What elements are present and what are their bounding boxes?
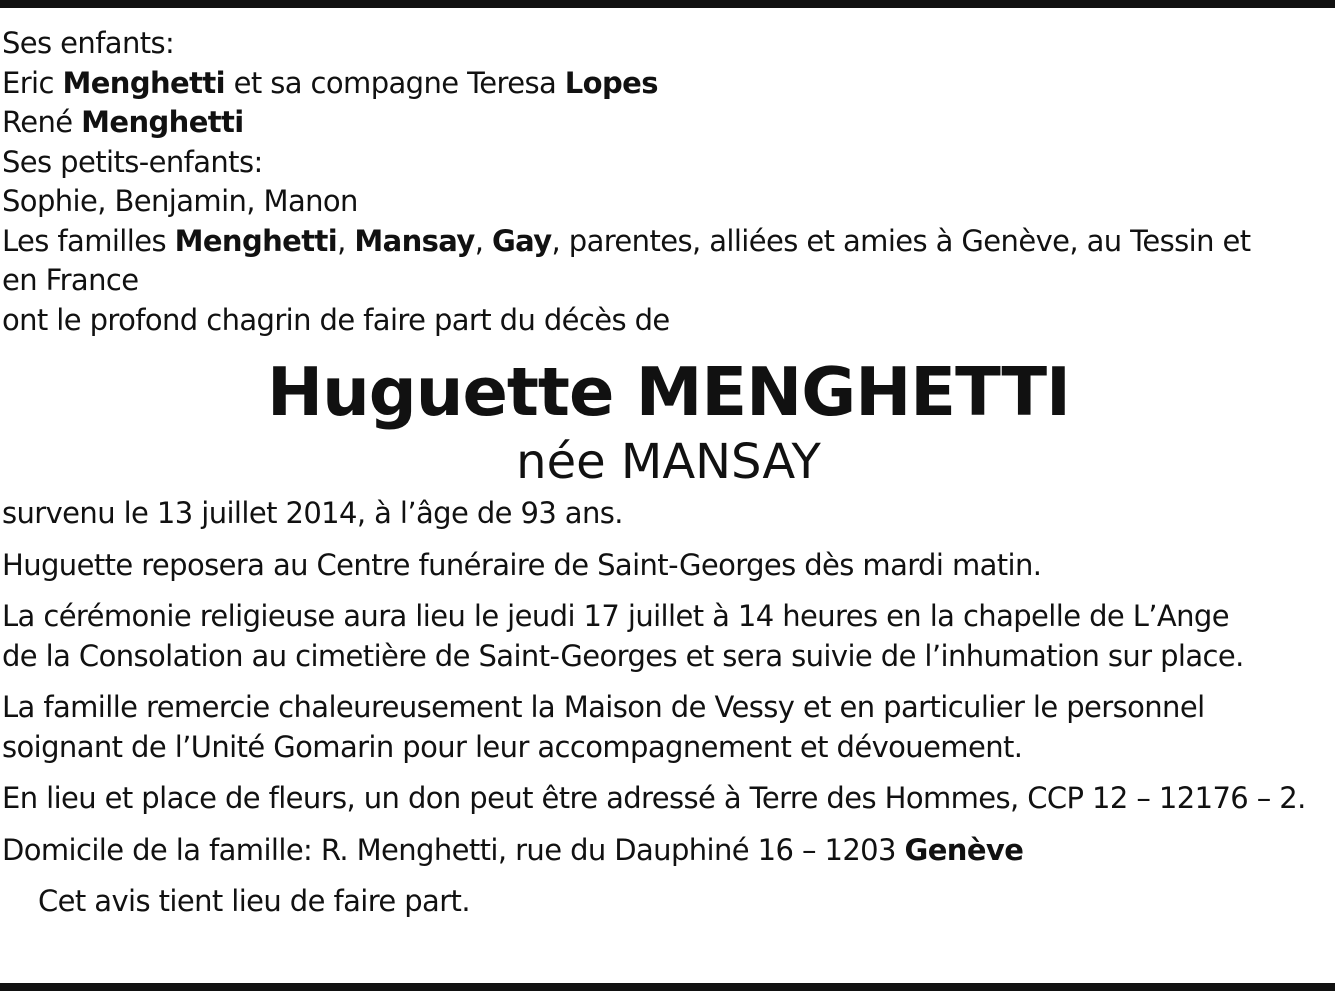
grandchildren-names: Sophie, Benjamin, Manon	[2, 184, 358, 218]
death-details: survenu le 13 juillet 2014, à l’âge de 93 ans.	[2, 496, 623, 530]
donation-details: En lieu et place de fleurs, un don peut être adressé à Terre des Hommes, CCP 12 – 12176 – 2.	[2, 781, 1306, 815]
viewing-details: Huguette reposera au Centre funéraire de Saint-Georges dès mardi matin.	[2, 547, 1042, 582]
top-rule	[0, 0, 1335, 8]
children-heading: Ses enfants:	[2, 26, 175, 60]
ceremony-line-1: La cérémonie religieuse aura lieu le jeudi 17 juillet à 14 heures en la chapelle de L’Ange	[2, 599, 1229, 633]
thanks-line-1: La famille remercie chaleureusement la Maison de Vessy et en particulier le personnel	[2, 690, 1205, 724]
announcement-line: ont le profond chagrin de faire part du décès de	[2, 302, 670, 337]
thanks-line-2: soignant de l’Unité Gomarin pour leur accompagnement et dévouement.	[2, 729, 1023, 764]
child-eric: Eric Menghetti et sa compagne Teresa Lopes	[2, 65, 658, 100]
closing-note: Cet avis tient lieu de faire part.	[38, 884, 470, 918]
domicile-details: Domicile de la famille: R. Menghetti, rue du Dauphiné 16 – 1203 Genève	[2, 832, 1024, 867]
bottom-rule	[0, 983, 1335, 991]
families-line: Les familles Menghetti, Mansay, Gay, parentes, alliées et amies à Genève, au Tessin et	[2, 223, 1251, 258]
thanks-details	[2, 688, 1335, 767]
child-rene: René Menghetti	[2, 105, 244, 139]
families-line-2: en France	[2, 263, 139, 297]
grandchildren-heading: Ses petits-enfants:	[2, 144, 263, 179]
ceremony-line-2: de la Consolation au cimetière de Saint-Georges et sera suivie de l’inhumation sur place.	[2, 638, 1244, 673]
deceased-name: Huguette MENGHETTI	[267, 353, 1070, 431]
maiden-name: née MANSAY	[516, 434, 821, 490]
ceremony-details	[2, 597, 1335, 676]
obituary-notice	[2, 24, 1335, 922]
